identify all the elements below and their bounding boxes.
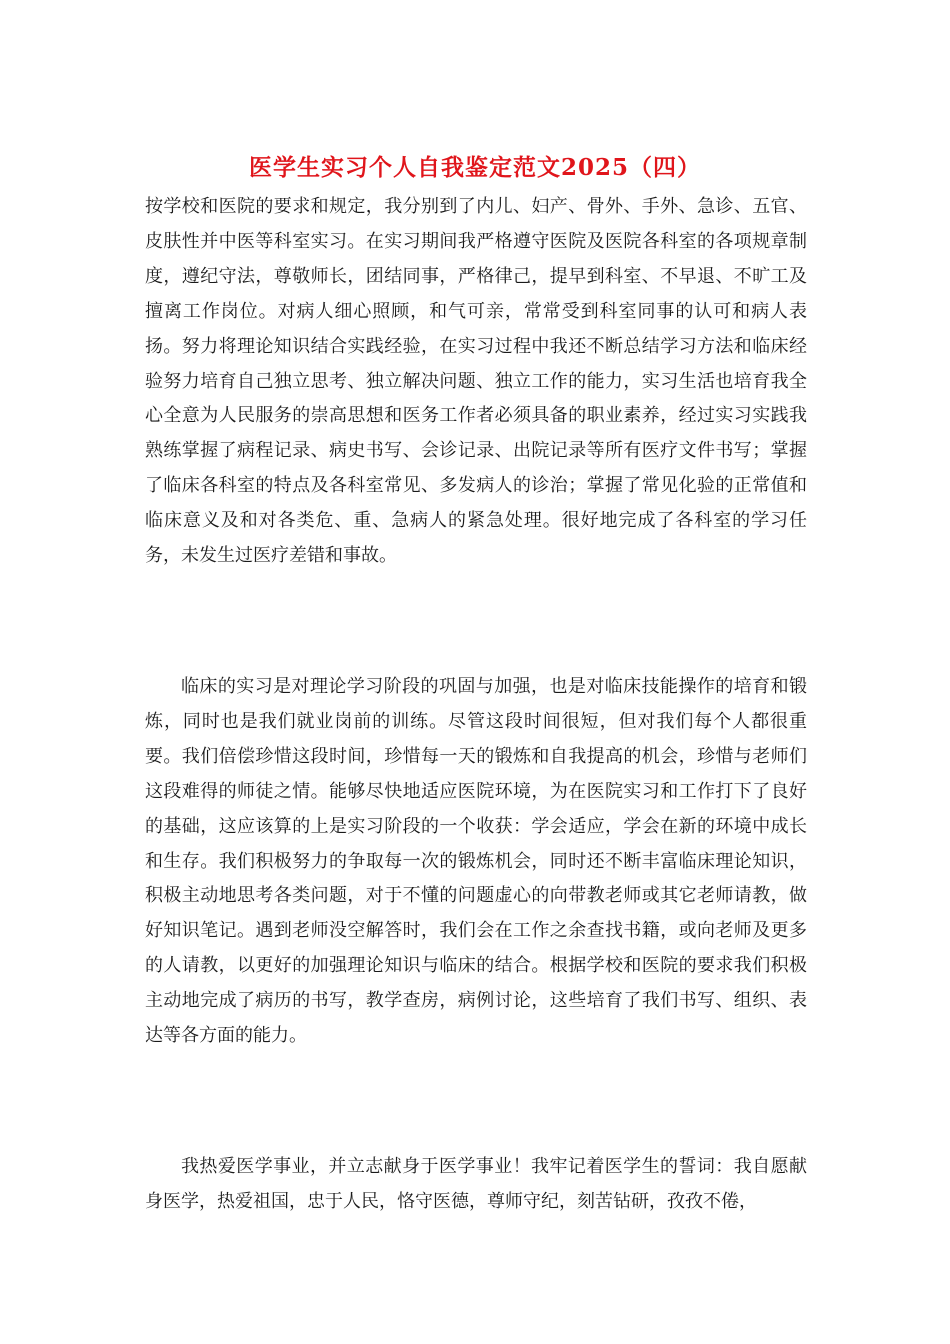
paragraph-2: 临床的实习是对理论学习阶段的巩固与加强，也是对临床技能操作的培育和锻炼，同时也是我们就业岗前的训练。尽管这段时间很短，但对我们每个人都很重要。我们倍偿珍惜这段时间，珍惜每一天的锻炼和自我提高的机会，珍惜与老师们这段难得的师徒之情。能够尽快地适应医院环境，为在医院实习和工作打下了良好的基础，这应该算的上是实习阶段的一个收获：学会适应，学会在新的环境中成长和生存。我们积极努力的争取每一次的锻炼机会，同时还不断丰富临床理论知识，积极主动地思考各类问题，对于不懂的问题虚心的向带教老师或其它老师请教，做好知识笔记。遇到老师没空解答时，我们会在工作之余查找书籍，或向老师及更多的人请教，以更好的加强理论知识与临床的结合。根据学校和医院的要求我们积极主动地完成了病历的书写，教学查房，病例讨论，这些培育了我们书写、组织、表达等各方面的能力。 — [145, 676, 807, 1047]
paragraph-3: 我热爱医学事业，并立志献身于医学事业！我牢记着医学生的誓词：我自愿献身医学，热爱祖国，忠于人民，恪守医德，尊师守纪，刻苦钻研，孜孜不倦， — [145, 1156, 807, 1212]
paragraph-1: 按学校和医院的要求和规定，我分别到了内儿、妇产、骨外、手外、急诊、五官、皮肤性并中医等科室实习。在实习期间我严格遵守医院及医院各科室的各项规章制度，遵纪守法，尊敬师长，团结同事，严格律己，提早到科室、不早退、不旷工及擅离工作岗位。对病人细心照顾，和气可亲，常常受到科室同事的认可和病人表扬。努力将理论知识结合实践经验，在实习过程中我还不断总结学习方法和临床经验努力培育自己独立思考、独立解决问题、独立工作的能力，实习生活也培育我全心全意为人民服务的崇高思想和医务工作者必须具备的职业素养，经过实习实践我熟练掌握了病程记录、病史书写、会诊记录、出院记录等所有医疗文件书写；掌握了临床各科室的特点及各科室常见、多发病人的诊治；掌握了常见化验的正常值和临床意义及和对各类危、重、急病人的紧急处理。很好地完成了各科室的学习任务，未发生过医疗差错和事故。 — [145, 196, 807, 567]
document-title: 医学生实习个人自我鉴定范文2025（四） — [248, 154, 701, 181]
